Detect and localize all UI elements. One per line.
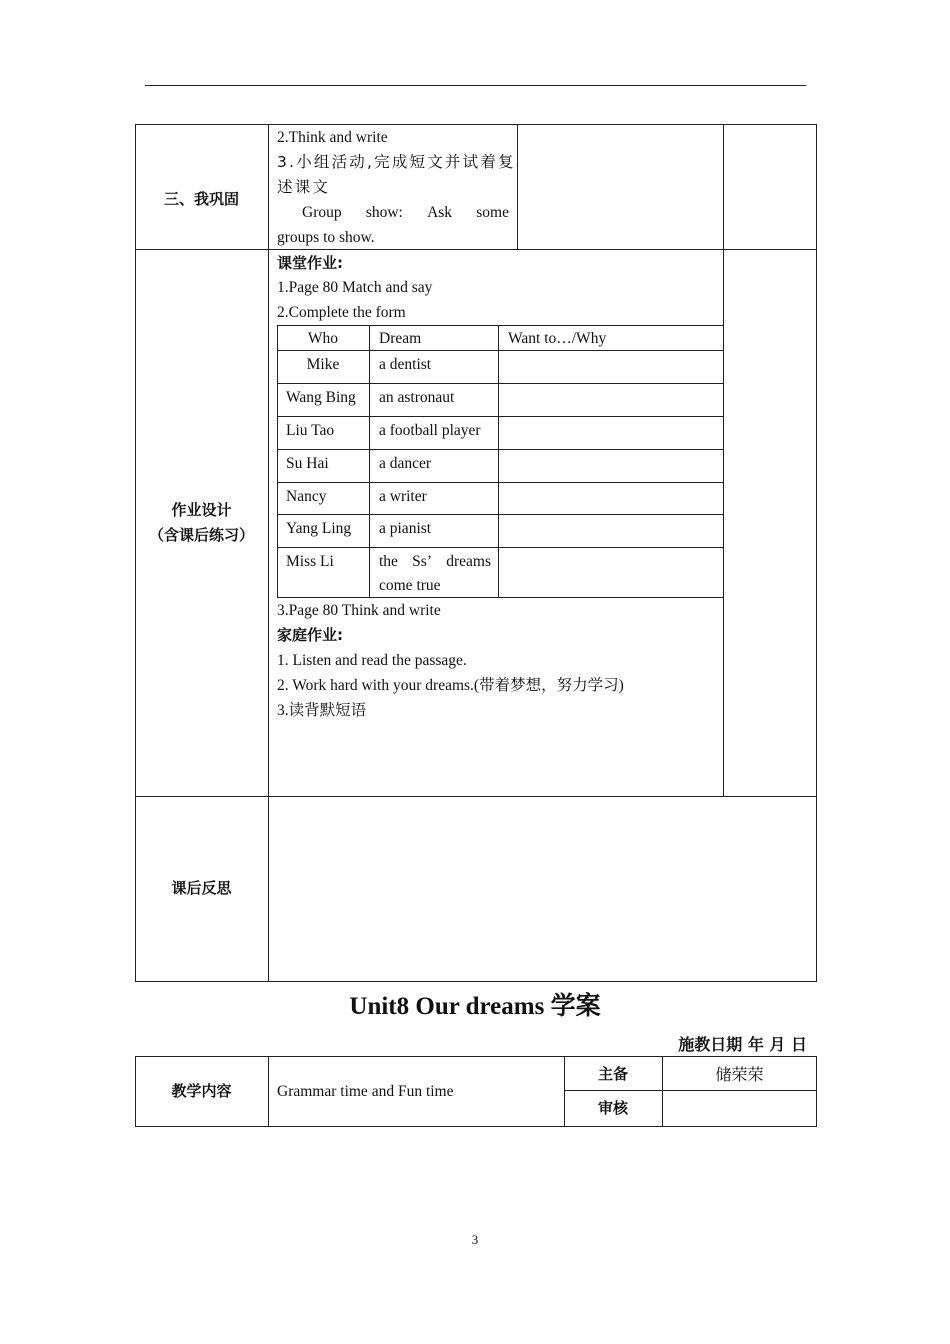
lead-value: 储荣荣 [715, 1065, 764, 1084]
homework-label-sub: （含课后练习） [148, 526, 254, 544]
content-value: Grammar time and Fun time [277, 1083, 454, 1100]
consolidate-line: 2.Think and write [277, 129, 388, 146]
group-show-line: groups to show. [277, 229, 375, 246]
consolidate-line: 述课文 [277, 178, 331, 196]
form-row-dream: an astronaut [379, 389, 455, 406]
header-rule [145, 85, 806, 86]
form-row-who: Mike [306, 356, 340, 373]
class-homework-item: 1.Page 80 Match and say [277, 279, 433, 296]
form-row-who: Miss Li [286, 553, 334, 570]
after-form-item: 3.Page 80 Think and write [277, 602, 441, 619]
reflection-label: 课后反思 [171, 879, 232, 897]
class-homework-item: 2.Complete the form [277, 304, 406, 321]
form-row-dream: a dancer [379, 455, 432, 472]
group-show-line: Group show: Ask some [302, 204, 509, 221]
home-homework-heading: 家庭作业: [277, 626, 343, 644]
form-row-who: Nancy [286, 488, 327, 505]
form-row-who: Su Hai [286, 455, 329, 472]
consolidate-line: 3.小组活动,完成短文并试着复 [277, 153, 516, 171]
page-number: 3 [471, 1232, 479, 1247]
form-row-who: Wang Bing [286, 389, 356, 406]
form-row-dream: a writer [379, 488, 427, 505]
home-homework-item: 2. Work hard with your dreams.(带着梦想，努力学习) [277, 677, 624, 694]
form-row-dream: a football player [379, 422, 481, 439]
lead-label: 主备 [597, 1065, 628, 1083]
homework-label: 作业设计 [171, 501, 232, 519]
class-homework-heading: 课堂作业: [277, 254, 343, 272]
content-label: 教学内容 [171, 1082, 232, 1100]
consolidate-label: 三、我巩固 [163, 190, 239, 208]
form-row-dream: the Ss’ dreams [379, 553, 491, 570]
form-row-dream: a pianist [379, 520, 432, 537]
form-header-who: Who [307, 330, 339, 347]
form-row-who: Yang Ling [286, 520, 352, 537]
form-header-want: Want to…/Why [508, 330, 607, 347]
form-row-dream: a dentist [379, 356, 432, 373]
plan-title: Unit8 Our dreams 学案 [349, 993, 601, 1020]
form-header-dream: Dream [379, 330, 422, 347]
home-homework-item: 3.读背默短语 [277, 702, 367, 719]
review-label: 审核 [597, 1099, 628, 1117]
home-homework-item: 1. Listen and read the passage. [277, 652, 467, 669]
form-row-dream-cont: come true [379, 577, 441, 594]
teaching-date: 施教日期 年 月 日 [678, 1035, 807, 1054]
form-row-who: Liu Tao [286, 422, 335, 439]
